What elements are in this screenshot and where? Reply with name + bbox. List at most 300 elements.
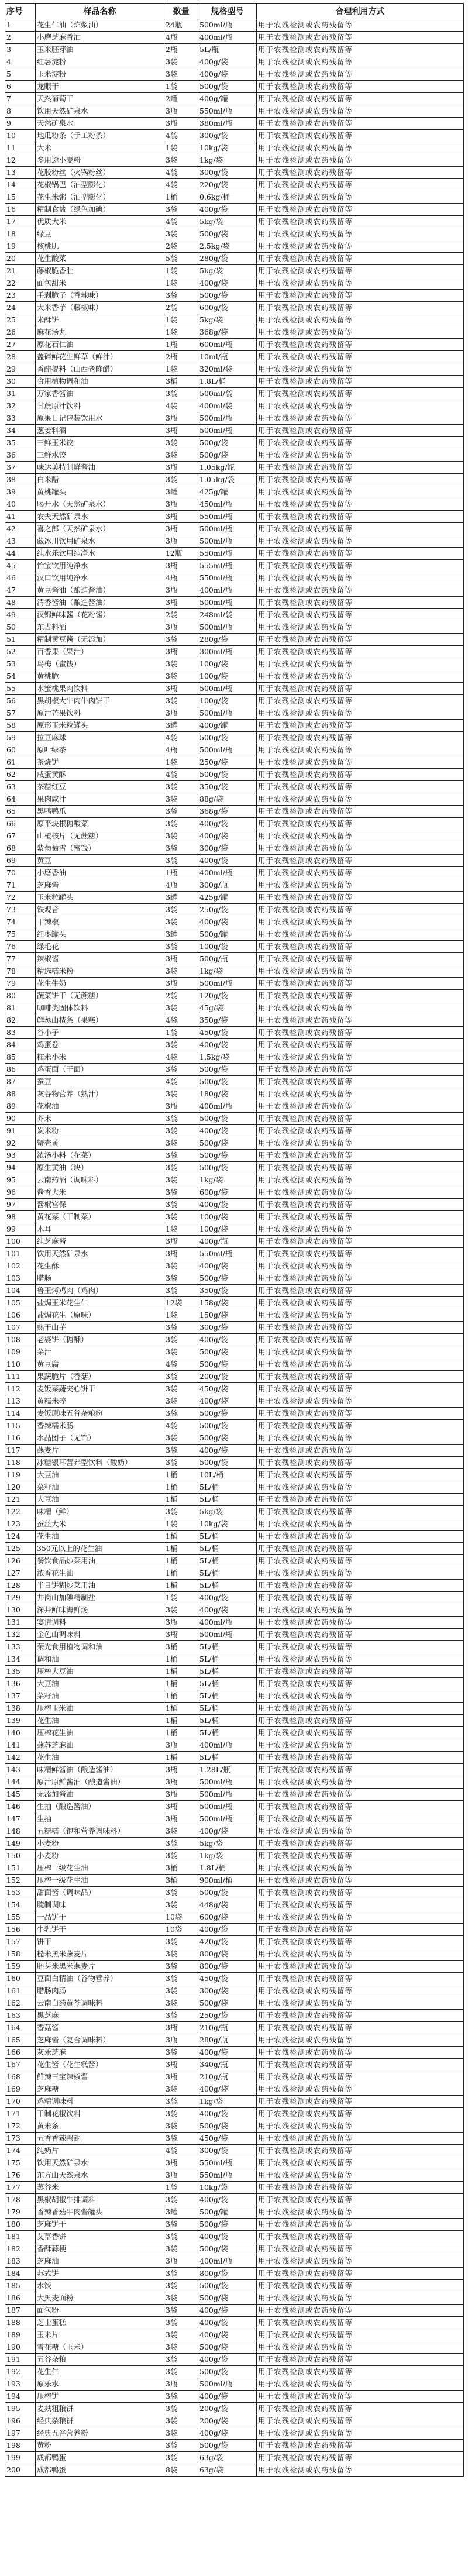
cell-sample-name: 压榨一级花生油 <box>36 1875 164 1887</box>
cell-sample-name: 原乐水 <box>36 2378 164 2391</box>
table-row <box>5 793 464 806</box>
cell-spec: 450g/袋 <box>198 1027 257 1039</box>
cell-usage: 用于农残检测或农药残留等 <box>257 339 464 351</box>
cell-sample-name: 芥末 <box>36 1113 164 1125</box>
cell-sample-name: 芝麻酱（复合调味料） <box>36 2034 164 2047</box>
cell-usage: 用于农残检测或农药残留等 <box>257 1985 464 1997</box>
table-row <box>5 965 464 978</box>
cell-usage: 用于农残检测或农药残留等 <box>257 646 464 658</box>
cell-sample-name: 鸡蛋面（干面） <box>36 1064 164 1076</box>
cell-sample-name: 鸡精调味料 <box>36 2096 164 2108</box>
cell-usage: 用于农残检测或农药残留等 <box>257 732 464 744</box>
cell-sample-name: 饼干 <box>36 1936 164 1948</box>
cell-usage: 用于农残检测或农药残留等 <box>257 1358 464 1371</box>
cell-spec: 400g/袋 <box>198 277 257 290</box>
cell-spec: 500g/瓶 <box>198 953 257 965</box>
cell-sample-name: 饮用天然矿泉水 <box>36 1248 164 1260</box>
table-row <box>5 1887 464 1899</box>
cell-usage: 用于农残检测或农药残留等 <box>257 216 464 228</box>
cell-spec: 800g/袋 <box>198 1948 257 1961</box>
cell-quantity: 2罐 <box>164 93 198 105</box>
cell-index: 67 <box>5 830 36 842</box>
cell-spec: 400g/袋 <box>198 916 257 928</box>
cell-index: 71 <box>5 879 36 892</box>
cell-sample-name: 果肉咸汁 <box>36 793 164 806</box>
cell-quantity: 1袋 <box>164 1309 198 1322</box>
cell-spec: 1kg/袋 <box>198 154 257 167</box>
cell-sample-name: 茶烧饼 <box>36 756 164 769</box>
cell-spec: 280g/袋 <box>198 253 257 265</box>
cell-index: 141 <box>5 1739 36 1752</box>
cell-quantity: 4瓶 <box>164 744 198 756</box>
cell-spec: 1.8L/桶 <box>198 1862 257 1875</box>
cell-index: 33 <box>5 412 36 425</box>
cell-usage: 用于农残检测或农药残留等 <box>257 1776 464 1789</box>
cell-usage: 用于农残检测或农药残留等 <box>257 1432 464 1445</box>
cell-index: 107 <box>5 1322 36 1334</box>
cell-usage: 用于农残检测或农药残留等 <box>257 1445 464 1457</box>
cell-quantity: 3袋 <box>164 1825 198 1838</box>
cell-usage: 用于农残检测或农药残留等 <box>257 2341 464 2354</box>
table-row <box>5 19 464 32</box>
cell-index: 12 <box>5 154 36 167</box>
cell-sample-name: 菜籽油 <box>36 1481 164 1494</box>
table-row <box>5 1236 464 1248</box>
cell-sample-name: 小麦粉 <box>36 1838 164 1850</box>
table-row <box>5 2440 464 2452</box>
cell-quantity: 3瓶 <box>164 498 198 511</box>
cell-spec: 5L/桶 <box>198 1543 257 1555</box>
cell-usage: 用于农残检测或农药残留等 <box>257 240 464 253</box>
cell-sample-name: 花胶粉丝（火锅粉丝） <box>36 167 164 179</box>
cell-usage: 用于农残检测或农药残留等 <box>257 548 464 560</box>
cell-usage: 用于农残检测或农药残留等 <box>257 2403 464 2415</box>
cell-quantity: 3袋 <box>164 388 198 400</box>
cell-index: 169 <box>5 2083 36 2096</box>
table-row <box>5 2329 464 2341</box>
cell-usage: 用于农残检测或农药残留等 <box>257 2047 464 2059</box>
cell-sample-name: 灰乐芝麻 <box>36 2047 164 2059</box>
cell-spec: 5L/桶 <box>198 1580 257 1592</box>
table-row <box>5 2120 464 2133</box>
cell-quantity: 1桶 <box>164 1752 198 1764</box>
cell-quantity: 3瓶 <box>164 707 198 720</box>
table-row <box>5 1641 464 1653</box>
table-row <box>5 1260 464 1272</box>
cell-usage: 用于农残检测或农药残留等 <box>257 1715 464 1727</box>
cell-sample-name: 黑胡椒大牛肉牛肉饼干 <box>36 695 164 707</box>
cell-quantity: 3袋 <box>164 1395 198 1408</box>
cell-usage: 用于农残检测或农药残留等 <box>257 707 464 720</box>
cell-spec: 400g/袋 <box>198 1039 257 1051</box>
table-row <box>5 498 464 511</box>
cell-index: 106 <box>5 1309 36 1322</box>
cell-sample-name: 酱香大米 <box>36 1186 164 1199</box>
cell-quantity: 4袋 <box>164 179 198 191</box>
cell-spec: 350g/袋 <box>198 781 257 793</box>
cell-usage: 用于农残检测或农药残留等 <box>257 2083 464 2096</box>
cell-usage: 用于农残检测或农药残留等 <box>257 2243 464 2255</box>
cell-sample-name: 茶糖红豆 <box>36 781 164 793</box>
cell-sample-name: 黑鸭鸭爪 <box>36 806 164 818</box>
table-row <box>5 2206 464 2219</box>
cell-sample-name: 天然葡萄干 <box>36 93 164 105</box>
table-row <box>5 351 464 363</box>
cell-index: 63 <box>5 781 36 793</box>
cell-quantity: 1桶 <box>164 1580 198 1592</box>
cell-usage: 用于农残检测或农药残留等 <box>257 1518 464 1531</box>
cell-index: 120 <box>5 1481 36 1494</box>
table-row <box>5 1002 464 1014</box>
cell-index: 9 <box>5 118 36 130</box>
table-row <box>5 449 464 462</box>
cell-usage: 用于农残检测或农药残留等 <box>257 2145 464 2157</box>
table-row <box>5 658 464 670</box>
cell-index: 158 <box>5 1948 36 1961</box>
cell-index: 113 <box>5 1395 36 1408</box>
cell-index: 65 <box>5 806 36 818</box>
cell-sample-name: 玉米粒罐头 <box>36 892 164 904</box>
cell-sample-name: 果蔬脆片（香菇） <box>36 1371 164 1383</box>
cell-usage: 用于农残检测或农药残留等 <box>257 376 464 388</box>
cell-spec: 100g/袋 <box>198 658 257 670</box>
cell-sample-name: 老婆饼（糖酥） <box>36 1334 164 1346</box>
cell-sample-name: 汉锦鲜味酱（花粉酱） <box>36 609 164 621</box>
cell-quantity: 3瓶 <box>164 1100 198 1113</box>
cell-spec: 210g/瓶 <box>198 2022 257 2034</box>
cell-quantity: 4袋 <box>164 732 198 744</box>
cell-sample-name: 麻花汤丸 <box>36 326 164 339</box>
cell-usage: 用于农残检测或农药残留等 <box>257 978 464 990</box>
cell-index: 163 <box>5 2010 36 2022</box>
cell-spec: 400g/袋 <box>198 830 257 842</box>
table-row <box>5 535 464 548</box>
table-row <box>5 1174 464 1186</box>
cell-spec: 500g/袋 <box>198 290 257 302</box>
cell-usage: 用于农残检测或农药残留等 <box>257 806 464 818</box>
cell-index: 103 <box>5 1272 36 1285</box>
cell-usage: 用于农残检测或农药残留等 <box>257 916 464 928</box>
cell-sample-name: 小磨芝麻香油 <box>36 32 164 44</box>
table-row <box>5 228 464 240</box>
table-row <box>5 1801 464 1813</box>
cell-index: 73 <box>5 904 36 916</box>
cell-sample-name: 芝麻糖 <box>36 2083 164 2096</box>
cell-sample-name: 香醋提料（山西老陈醋） <box>36 363 164 376</box>
cell-index: 173 <box>5 2133 36 2145</box>
cell-index: 13 <box>5 167 36 179</box>
cell-quantity: 3袋 <box>164 56 198 68</box>
cell-usage: 用于农残检测或农药残留等 <box>257 1481 464 1494</box>
cell-spec: 100g/袋 <box>198 670 257 683</box>
table-row <box>5 474 464 486</box>
cell-quantity: 3袋 <box>164 1948 198 1961</box>
cell-quantity: 3袋 <box>164 1162 198 1174</box>
cell-sample-name: 菜汁 <box>36 1346 164 1358</box>
cell-quantity: 3袋 <box>164 1174 198 1186</box>
cell-sample-name: 黑椒胡椒牛排调料 <box>36 2194 164 2206</box>
cell-spec: 120g/袋 <box>198 990 257 1002</box>
cell-spec: 5kg/袋 <box>198 216 257 228</box>
cell-usage: 用于农残检测或农药残留等 <box>257 597 464 609</box>
cell-index: 8 <box>5 105 36 118</box>
cell-quantity: 12瓶 <box>164 548 198 560</box>
cell-quantity: 3袋 <box>164 2415 198 2427</box>
cell-quantity: 3袋 <box>164 2231 198 2243</box>
cell-quantity: 3瓶 <box>164 953 198 965</box>
cell-quantity: 4袋 <box>164 769 198 781</box>
cell-spec: 1.28L/瓶 <box>198 1764 257 1776</box>
cell-quantity: 3袋 <box>164 2292 198 2305</box>
sample-table <box>5 3 464 2477</box>
cell-quantity: 2袋 <box>164 990 198 1002</box>
cell-index: 39 <box>5 486 36 498</box>
cell-sample-name: 面包甜米 <box>36 277 164 290</box>
table-row <box>5 818 464 830</box>
cell-usage: 用于农残检测或农药残留等 <box>257 1039 464 1051</box>
cell-index: 22 <box>5 277 36 290</box>
cell-quantity: 4袋 <box>164 1420 198 1432</box>
cell-usage: 用于农残检测或农药残留等 <box>257 1641 464 1653</box>
cell-usage: 用于农残检测或农药残留等 <box>257 2280 464 2292</box>
cell-sample-name: 玉米淀粉 <box>36 68 164 81</box>
cell-quantity: 4瓶 <box>164 32 198 44</box>
cell-quantity: 3瓶 <box>164 118 198 130</box>
cell-sample-name: 花生米粥（油型膨化） <box>36 191 164 204</box>
cell-spec: 63g/袋 <box>198 2452 257 2464</box>
cell-sample-name: 井岗山加碘精制盐 <box>36 1592 164 1604</box>
cell-spec: 500g/袋 <box>198 2440 257 2452</box>
table-row <box>5 2182 464 2194</box>
table-row <box>5 1223 464 1236</box>
cell-usage: 用于农残检测或农药残留等 <box>257 769 464 781</box>
table-row <box>5 511 464 523</box>
table-row <box>5 597 464 609</box>
cell-usage: 用于农残检测或农药残留等 <box>257 572 464 584</box>
cell-index: 17 <box>5 216 36 228</box>
cell-usage: 用于农残检测或农药残留等 <box>257 953 464 965</box>
cell-spec: 45g/袋 <box>198 1002 257 1014</box>
cell-spec: 280g/瓶 <box>198 2034 257 2047</box>
cell-sample-name: 纯奶片 <box>36 2145 164 2157</box>
cell-spec: 500g/罐 <box>198 928 257 941</box>
cell-sample-name: 白米醋 <box>36 474 164 486</box>
cell-quantity: 3袋 <box>164 1899 198 1911</box>
cell-quantity: 1袋 <box>164 1027 198 1039</box>
cell-spec: 550ml/瓶 <box>198 2169 257 2182</box>
cell-sample-name: 绿毛花 <box>36 941 164 953</box>
table-row <box>5 1813 464 1825</box>
cell-index: 186 <box>5 2292 36 2305</box>
cell-usage: 用于农残检测或农药残留等 <box>257 2317 464 2329</box>
cell-sample-name: 浓汤小料（花菜） <box>36 1150 164 1162</box>
cell-quantity: 3袋 <box>164 2047 198 2059</box>
cell-index: 27 <box>5 339 36 351</box>
cell-sample-name: 花生酸菜 <box>36 253 164 265</box>
cell-index: 192 <box>5 2366 36 2378</box>
table-row <box>5 253 464 265</box>
cell-spec: 400g/袋 <box>198 1924 257 1936</box>
cell-index: 191 <box>5 2354 36 2366</box>
cell-spec: 400g/罐 <box>198 93 257 105</box>
cell-sample-name: 金色山调味料 <box>36 1629 164 1641</box>
cell-index: 99 <box>5 1223 36 1236</box>
table-body <box>5 19 464 2477</box>
table-row <box>5 2034 464 2047</box>
cell-usage: 用于农残检测或农药残留等 <box>257 793 464 806</box>
cell-usage: 用于农残检测或农药残留等 <box>257 1850 464 1862</box>
cell-spec: 400g/袋 <box>198 2083 257 2096</box>
cell-usage: 用于农残检测或农药残留等 <box>257 830 464 842</box>
cell-sample-name: 熟干山芋 <box>36 1322 164 1334</box>
cell-usage: 用于农残检测或农药残留等 <box>257 1383 464 1395</box>
cell-spec: 500ml/瓶 <box>198 1629 257 1641</box>
table-row <box>5 806 464 818</box>
cell-index: 162 <box>5 1997 36 2010</box>
cell-index: 166 <box>5 2047 36 2059</box>
cell-spec: 600g/袋 <box>198 1911 257 1924</box>
cell-quantity: 3瓶 <box>164 1629 198 1641</box>
cell-usage: 用于农残检测或农药残留等 <box>257 855 464 867</box>
cell-sample-name: 艾草香饼 <box>36 2231 164 2243</box>
cell-quantity: 3罐 <box>164 486 198 498</box>
cell-sample-name: 餐饮食品炒菜用油 <box>36 1555 164 1567</box>
cell-usage: 用于农残检测或农药残留等 <box>257 2391 464 2403</box>
cell-quantity: 3瓶 <box>164 1248 198 1260</box>
cell-quantity: 3袋 <box>164 806 198 818</box>
cell-usage: 用于农残检测或农药残留等 <box>257 695 464 707</box>
cell-quantity: 3瓶 <box>164 1236 198 1248</box>
cell-usage: 用于农残检测或农药残留等 <box>257 523 464 535</box>
cell-quantity: 3袋 <box>164 1936 198 1948</box>
cell-quantity: 3瓶 <box>164 621 198 634</box>
cell-spec: 5kg/袋 <box>198 265 257 277</box>
table-row <box>5 462 464 474</box>
table-row <box>5 2169 464 2182</box>
cell-quantity: 3袋 <box>164 670 198 683</box>
cell-quantity: 3袋 <box>164 1285 198 1297</box>
table-row <box>5 56 464 68</box>
table-row <box>5 486 464 498</box>
cell-usage: 用于农残检测或农药残留等 <box>257 2169 464 2182</box>
cell-index: 156 <box>5 1924 36 1936</box>
cell-usage: 用于农残检测或农药残留等 <box>257 2464 464 2477</box>
cell-quantity: 4瓶 <box>164 879 198 892</box>
cell-index: 4 <box>5 56 36 68</box>
table-row <box>5 290 464 302</box>
cell-quantity: 3瓶 <box>164 412 198 425</box>
cell-index: 130 <box>5 1604 36 1617</box>
cell-index: 143 <box>5 1764 36 1776</box>
cell-sample-name: 经典五谷营养粉 <box>36 2427 164 2440</box>
cell-index: 165 <box>5 2034 36 2047</box>
cell-index: 109 <box>5 1346 36 1358</box>
cell-spec: 600g/袋 <box>198 302 257 314</box>
cell-spec: 550ml/瓶 <box>198 1248 257 1260</box>
cell-quantity: 3袋 <box>164 290 198 302</box>
cell-quantity: 4袋 <box>164 1076 198 1088</box>
table-row <box>5 584 464 597</box>
cell-sample-name: 水蜜桃果肉饮料 <box>36 683 164 695</box>
table-row <box>5 2403 464 2415</box>
cell-index: 19 <box>5 240 36 253</box>
cell-usage: 用于农残检测或农药残留等 <box>257 2231 464 2243</box>
cell-quantity: 3桶 <box>164 1862 198 1875</box>
cell-index: 6 <box>5 81 36 93</box>
cell-sample-name: 原平块根糖酸菜 <box>36 818 164 830</box>
cell-spec: 500g/袋 <box>198 2219 257 2231</box>
cell-index: 117 <box>5 1445 36 1457</box>
cell-sample-name: 黑芝麻 <box>36 2010 164 2022</box>
cell-quantity: 3瓶 <box>164 2255 198 2268</box>
cell-index: 136 <box>5 1678 36 1690</box>
cell-usage: 用于农残检测或农药残留等 <box>257 720 464 732</box>
cell-quantity: 3袋 <box>164 474 198 486</box>
cell-spec: 450g/袋 <box>198 2133 257 2145</box>
cell-index: 36 <box>5 449 36 462</box>
table-row <box>5 1150 464 1162</box>
cell-index: 131 <box>5 1617 36 1629</box>
cell-quantity: 3袋 <box>164 2280 198 2292</box>
table-row <box>5 2047 464 2059</box>
cell-quantity: 3袋 <box>164 1039 198 1051</box>
cell-quantity: 3瓶 <box>164 2022 198 2034</box>
cell-quantity: 3罐 <box>164 928 198 941</box>
table-row <box>5 855 464 867</box>
cell-index: 96 <box>5 1186 36 1199</box>
cell-spec: 400g/袋 <box>198 2329 257 2341</box>
cell-index: 167 <box>5 2059 36 2071</box>
cell-spec: 500g/袋 <box>198 1457 257 1469</box>
cell-usage: 用于农残检测或农药残留等 <box>257 904 464 916</box>
cell-quantity: 3袋 <box>164 793 198 806</box>
table-row <box>5 1162 464 1174</box>
table-row <box>5 2194 464 2206</box>
table-row <box>5 1850 464 1862</box>
cell-quantity: 1桶 <box>164 1567 198 1580</box>
cell-spec: 5L/桶 <box>198 1666 257 1678</box>
cell-spec: 200g/袋 <box>198 2403 257 2415</box>
table-row <box>5 744 464 756</box>
cell-sample-name: 香酥蒜梗 <box>36 2243 164 2255</box>
cell-quantity: 3瓶 <box>164 2169 198 2182</box>
cell-quantity: 3袋 <box>164 1199 198 1211</box>
header-quantity: 数量 <box>164 4 198 19</box>
table-row <box>5 1715 464 1727</box>
table-row <box>5 2292 464 2305</box>
cell-sample-name: 喝开水（天然矿泉水） <box>36 498 164 511</box>
table-row <box>5 867 464 879</box>
cell-sample-name: 小磨香油 <box>36 867 164 879</box>
cell-sample-name: 干辣椒 <box>36 916 164 928</box>
cell-usage: 用于农残检测或农药残留等 <box>257 1457 464 1469</box>
cell-spec: 448g/袋 <box>198 1899 257 1911</box>
cell-index: 102 <box>5 1260 36 1272</box>
cell-quantity: 3袋 <box>164 154 198 167</box>
cell-index: 108 <box>5 1334 36 1346</box>
cell-spec: 450ml/瓶 <box>198 498 257 511</box>
table-row <box>5 781 464 793</box>
table-row <box>5 1739 464 1752</box>
table-row <box>5 1186 464 1199</box>
cell-index: 175 <box>5 2157 36 2169</box>
cell-index: 194 <box>5 2391 36 2403</box>
table-row <box>5 339 464 351</box>
cell-quantity: 3袋 <box>164 1125 198 1137</box>
table-row <box>5 302 464 314</box>
cell-usage: 用于农残检测或农药残留等 <box>257 2452 464 2464</box>
cell-quantity: 1袋 <box>164 756 198 769</box>
